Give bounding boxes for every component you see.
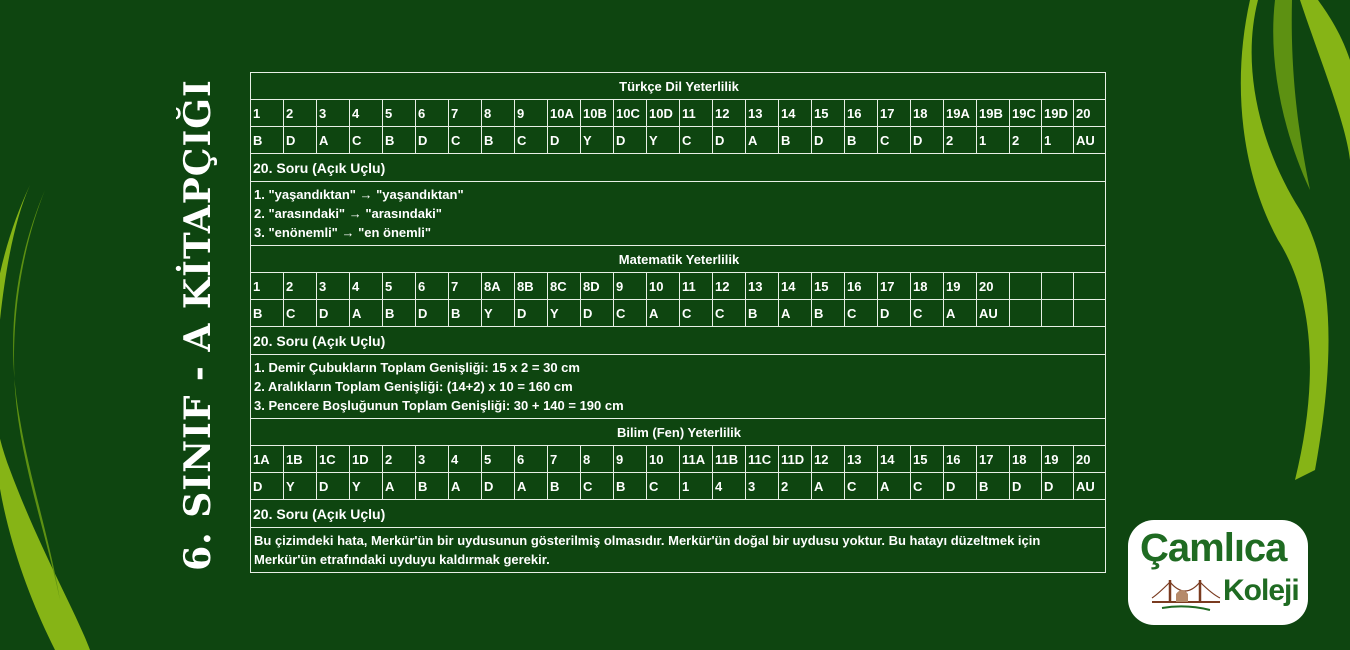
question-number-cell: 9 bbox=[614, 446, 647, 473]
answer-cell: D bbox=[284, 127, 317, 154]
question-number-cell: 14 bbox=[779, 100, 812, 127]
question-number-cell: 1 bbox=[251, 100, 284, 127]
question-number-cell: 19 bbox=[944, 273, 977, 300]
question-number-cell: 1B bbox=[284, 446, 317, 473]
question-number-cell bbox=[1010, 273, 1042, 300]
answer-cell: D bbox=[515, 300, 548, 327]
answer-cell: D bbox=[317, 473, 350, 500]
question-number-cell: 11B bbox=[713, 446, 746, 473]
question-number-row bbox=[251, 446, 1106, 473]
answer-cell: D bbox=[1042, 473, 1074, 500]
question-number-cell: 18 bbox=[911, 100, 944, 127]
question-number-cell: 10A bbox=[548, 100, 581, 127]
answer-cell: D bbox=[317, 300, 350, 327]
question-number-cell: 9 bbox=[614, 273, 647, 300]
question-number-cell: 2 bbox=[284, 100, 317, 127]
answer-cell: B bbox=[383, 127, 416, 154]
answer-cell: D bbox=[812, 127, 845, 154]
answer-cell: B bbox=[416, 473, 449, 500]
answer-cell: C bbox=[449, 127, 482, 154]
answer-cell: Y bbox=[482, 300, 515, 327]
question-number-cell: 2 bbox=[383, 446, 416, 473]
answer-cell: D bbox=[482, 473, 515, 500]
answer-cell: C bbox=[713, 300, 746, 327]
answer-cell: C bbox=[680, 127, 713, 154]
question-number-cell: 4 bbox=[350, 100, 383, 127]
question-number-cell: 19C bbox=[1010, 100, 1042, 127]
question-number-cell: 14 bbox=[779, 273, 812, 300]
answer-cell: AU bbox=[1074, 473, 1106, 500]
answer-cell: D bbox=[548, 127, 581, 154]
answer-cell: A bbox=[812, 473, 845, 500]
solution-line: 2. "arasındaki" → "arasındaki" bbox=[254, 206, 442, 221]
answer-cell: C bbox=[284, 300, 317, 327]
question-number-cell bbox=[1042, 273, 1074, 300]
answer-cell: B bbox=[251, 127, 284, 154]
answer-cell: A bbox=[647, 300, 680, 327]
answer-cell: B bbox=[977, 473, 1010, 500]
open-question-solution bbox=[251, 355, 1106, 419]
open-question-title: 20. Soru (Açık Uçlu) bbox=[251, 500, 1106, 528]
answer-cell: C bbox=[581, 473, 614, 500]
answer-row bbox=[251, 300, 1106, 327]
solution-line: Bu çizimdeki hata, Merkür'ün bir uydusunun gösterilmiş olmasıdır. Merkür'ün doğal bir uydusu yoktur. Bu hatayı düzeltmek için Merkür'ün etrafındaki uyduyu kaldırmak gerekir. bbox=[254, 533, 1041, 567]
question-number-cell: 18 bbox=[1010, 446, 1042, 473]
answer-cell: C bbox=[845, 473, 878, 500]
question-number-cell bbox=[1074, 273, 1106, 300]
answer-cell: 2 bbox=[944, 127, 977, 154]
logo-text-line1: Çamlıca bbox=[1140, 526, 1287, 570]
question-number-cell: 3 bbox=[317, 100, 350, 127]
answer-cell: C bbox=[680, 300, 713, 327]
answer-cell: A bbox=[515, 473, 548, 500]
question-number-cell: 12 bbox=[812, 446, 845, 473]
question-number-cell: 10B bbox=[581, 100, 614, 127]
question-number-cell: 19D bbox=[1042, 100, 1074, 127]
question-number-cell: 9 bbox=[515, 100, 548, 127]
open-question-title: 20. Soru (Açık Uçlu) bbox=[251, 327, 1106, 355]
answer-cell: C bbox=[911, 473, 944, 500]
answer-cell: B bbox=[845, 127, 878, 154]
answer-cell: A bbox=[350, 300, 383, 327]
question-number-cell: 11 bbox=[680, 273, 713, 300]
solution-line: 1. Demir Çubukların Toplam Genişliği: 15 x 2 = 30 cm bbox=[254, 360, 580, 375]
answer-cell: Y bbox=[548, 300, 581, 327]
question-number-cell: 15 bbox=[812, 273, 845, 300]
answer-cell: C bbox=[350, 127, 383, 154]
question-number-cell: 17 bbox=[878, 273, 911, 300]
question-number-cell: 8 bbox=[482, 100, 515, 127]
open-question-title: 20. Soru (Açık Uçlu) bbox=[251, 154, 1106, 182]
answer-cell: C bbox=[911, 300, 944, 327]
question-number-cell: 11 bbox=[680, 100, 713, 127]
booklet-title: 6. SINIF - A KİTAPÇIĞI bbox=[177, 79, 219, 571]
question-number-cell: 11C bbox=[746, 446, 779, 473]
answer-cell: 3 bbox=[746, 473, 779, 500]
answer-row bbox=[251, 127, 1106, 154]
question-number-cell: 1A bbox=[251, 446, 284, 473]
solution-line: 1. "yaşandıktan" → "yaşandıktan" bbox=[254, 187, 464, 202]
question-number-cell: 4 bbox=[449, 446, 482, 473]
question-number-row bbox=[251, 100, 1106, 127]
answer-cell: A bbox=[449, 473, 482, 500]
question-number-cell: 12 bbox=[713, 100, 746, 127]
answer-cell: 2 bbox=[1010, 127, 1042, 154]
question-number-cell: 15 bbox=[812, 100, 845, 127]
answer-cell bbox=[1010, 300, 1042, 327]
answer-cell: Y bbox=[284, 473, 317, 500]
question-number-cell: 17 bbox=[878, 100, 911, 127]
answer-cell: B bbox=[779, 127, 812, 154]
question-number-cell: 8 bbox=[581, 446, 614, 473]
answer-cell: AU bbox=[1074, 127, 1106, 154]
question-number-cell: 11A bbox=[680, 446, 713, 473]
answer-cell: 1 bbox=[977, 127, 1010, 154]
open-question-solution bbox=[251, 528, 1106, 573]
solution-line: 3. Pencere Boşluğunun Toplam Genişliği: 30 + 140 = 190 cm bbox=[254, 398, 624, 413]
question-number-cell: 1C bbox=[317, 446, 350, 473]
answer-cell: AU bbox=[977, 300, 1010, 327]
question-number-row bbox=[251, 273, 1106, 300]
question-number-cell: 5 bbox=[482, 446, 515, 473]
bridge-mosque-icon bbox=[1150, 572, 1222, 612]
answer-cell: A bbox=[944, 300, 977, 327]
question-number-cell: 16 bbox=[944, 446, 977, 473]
answer-cell: C bbox=[647, 473, 680, 500]
answer-cell: C bbox=[614, 300, 647, 327]
answer-cell: D bbox=[911, 127, 944, 154]
section-title: Matematik Yeterlilik bbox=[251, 246, 1106, 273]
answer-cell: D bbox=[944, 473, 977, 500]
question-number-cell: 1 bbox=[251, 273, 284, 300]
question-number-cell: 4 bbox=[350, 273, 383, 300]
answer-cell: A bbox=[878, 473, 911, 500]
question-number-cell: 3 bbox=[416, 446, 449, 473]
question-number-cell: 10D bbox=[647, 100, 680, 127]
answer-cell: D bbox=[878, 300, 911, 327]
answer-cell bbox=[1042, 300, 1074, 327]
question-number-cell: 8B bbox=[515, 273, 548, 300]
question-number-cell: 3 bbox=[317, 273, 350, 300]
answer-cell: Y bbox=[581, 127, 614, 154]
answer-cell: B bbox=[383, 300, 416, 327]
question-number-cell: 16 bbox=[845, 273, 878, 300]
answer-cell: Y bbox=[647, 127, 680, 154]
question-number-cell: 5 bbox=[383, 273, 416, 300]
question-number-cell: 19 bbox=[1042, 446, 1074, 473]
answer-cell: B bbox=[746, 300, 779, 327]
answer-cell: B bbox=[812, 300, 845, 327]
answer-cell: D bbox=[1010, 473, 1042, 500]
answer-cell: A bbox=[779, 300, 812, 327]
solution-line: 3. "enönemli" → "en önemli" bbox=[254, 225, 432, 240]
logo-text-line2: Koleji bbox=[1223, 574, 1299, 607]
answer-cell: B bbox=[449, 300, 482, 327]
question-number-cell: 1D bbox=[350, 446, 383, 473]
answer-cell: 1 bbox=[680, 473, 713, 500]
camlica-koleji-logo bbox=[1128, 520, 1308, 625]
answer-cell: 4 bbox=[713, 473, 746, 500]
open-question-solution bbox=[251, 182, 1106, 246]
answer-cell: 2 bbox=[779, 473, 812, 500]
question-number-cell: 17 bbox=[977, 446, 1010, 473]
question-number-cell: 13 bbox=[746, 100, 779, 127]
answer-cell: D bbox=[713, 127, 746, 154]
question-number-cell: 7 bbox=[449, 273, 482, 300]
answer-row bbox=[251, 473, 1106, 500]
answer-cell: C bbox=[515, 127, 548, 154]
question-number-cell: 7 bbox=[449, 100, 482, 127]
answer-cell: D bbox=[416, 127, 449, 154]
question-number-cell: 10 bbox=[647, 446, 680, 473]
question-number-cell: 8A bbox=[482, 273, 515, 300]
question-number-cell: 20 bbox=[1074, 446, 1106, 473]
question-number-cell: 8D bbox=[581, 273, 614, 300]
solution-line: 2. Aralıkların Toplam Genişliği: (14+2) x 10 = 160 cm bbox=[254, 379, 573, 394]
question-number-cell: 16 bbox=[845, 100, 878, 127]
answer-cell: A bbox=[383, 473, 416, 500]
question-number-cell: 18 bbox=[911, 273, 944, 300]
question-number-cell: 20 bbox=[977, 273, 1010, 300]
question-number-cell: 13 bbox=[746, 273, 779, 300]
question-number-cell: 6 bbox=[416, 100, 449, 127]
question-number-cell: 6 bbox=[416, 273, 449, 300]
answer-cell: 1 bbox=[1042, 127, 1074, 154]
answer-cell: D bbox=[416, 300, 449, 327]
answer-cell: A bbox=[746, 127, 779, 154]
answer-cell: C bbox=[878, 127, 911, 154]
answer-cell: C bbox=[845, 300, 878, 327]
answer-cell: Y bbox=[350, 473, 383, 500]
question-number-cell: 11D bbox=[779, 446, 812, 473]
question-number-cell: 19A bbox=[944, 100, 977, 127]
question-number-cell: 12 bbox=[713, 273, 746, 300]
question-number-cell: 6 bbox=[515, 446, 548, 473]
question-number-cell: 7 bbox=[548, 446, 581, 473]
question-number-cell: 14 bbox=[878, 446, 911, 473]
answer-cell: D bbox=[581, 300, 614, 327]
question-number-cell: 2 bbox=[284, 273, 317, 300]
section-title: Türkçe Dil Yeterlilik bbox=[251, 73, 1106, 100]
answer-cell bbox=[1074, 300, 1106, 327]
question-number-cell: 19B bbox=[977, 100, 1010, 127]
answer-cell: D bbox=[614, 127, 647, 154]
question-number-cell: 20 bbox=[1074, 100, 1106, 127]
answer-cell: A bbox=[317, 127, 350, 154]
answer-cell: B bbox=[251, 300, 284, 327]
answer-cell: D bbox=[251, 473, 284, 500]
question-number-cell: 13 bbox=[845, 446, 878, 473]
answer-key-table bbox=[250, 72, 1106, 573]
question-number-cell: 10C bbox=[614, 100, 647, 127]
question-number-cell: 10 bbox=[647, 273, 680, 300]
question-number-cell: 15 bbox=[911, 446, 944, 473]
answer-cell: B bbox=[548, 473, 581, 500]
question-number-cell: 8C bbox=[548, 273, 581, 300]
answer-cell: B bbox=[482, 127, 515, 154]
question-number-cell: 5 bbox=[383, 100, 416, 127]
answer-cell: B bbox=[614, 473, 647, 500]
section-title: Bilim (Fen) Yeterlilik bbox=[251, 419, 1106, 446]
